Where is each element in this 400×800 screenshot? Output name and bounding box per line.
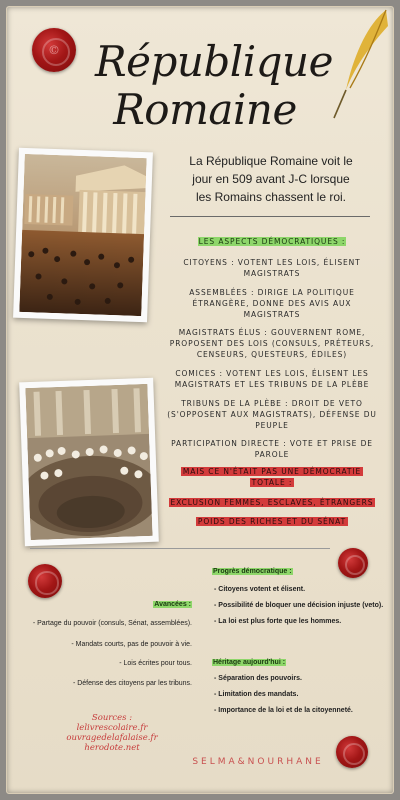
aspects-heading-text: LES ASPECTS DÉMOCRATIQUES : xyxy=(198,237,346,246)
warning-line1-text: MAIS CE N'ÉTAIT PAS UNE DÉMOCRATIE xyxy=(182,467,362,476)
avancees-item: - Lois écrites pour tous. xyxy=(119,660,192,667)
page-title-line2: Romaine xyxy=(113,85,297,134)
heritage-heading xyxy=(212,658,286,668)
aspect-item: COMICES : VOTENT LES LOIS, ÉLISENT LES MAGISTRATS ET LES TRIBUNS DE LA PLÈBE xyxy=(174,369,370,389)
aspect-item: PARTICIPATION DIRECTE : VOTE ET PRISE DE PAROLE xyxy=(171,439,373,459)
wax-seal-icon xyxy=(28,564,62,598)
warning-line2 xyxy=(166,477,378,488)
aspect-item: CITOYENS : VOTENT LES LOIS, ÉLISENT MAGISTRATS xyxy=(183,258,361,278)
heritage-item: - Limitation des mandats. xyxy=(214,691,299,698)
intro-text: La République Romaine voit le jour en 509 avant J-C lorsque les Romains chassent le roi. xyxy=(189,154,353,204)
avancees-item: - Partage du pouvoir (consuls, Sénat, assemblées). xyxy=(32,620,192,627)
senate-illustration xyxy=(25,384,152,540)
wax-seal-icon: © xyxy=(32,28,76,72)
limit-item-text: POIDS DES RICHES ET DU SÉNAT xyxy=(197,517,347,526)
heritage-item: - Importance de la loi et de la citoyenneté. xyxy=(214,707,353,714)
quill-icon xyxy=(328,4,394,124)
avancees-heading-text: Avancées : xyxy=(154,601,191,608)
progres-heading-text: Progrès démocratique : xyxy=(213,568,292,575)
signature: SELMA&NOURHANE xyxy=(192,757,324,767)
divider xyxy=(30,548,330,549)
forum-illustration xyxy=(19,154,146,316)
limit-item xyxy=(166,497,378,508)
sources xyxy=(62,713,162,753)
progres-item: - Possibilité de bloquer une décision injuste (veto). xyxy=(214,602,384,609)
progres-item: - La loi est plus forte que les hommes. xyxy=(214,618,342,625)
warning-line1 xyxy=(166,466,378,477)
limit-item-text: EXCLUSION FEMMES, ESCLAVES, ÉTRANGERS xyxy=(170,498,374,507)
aspect-item: ASSEMBLÉES : DIRIGE LA POLITIQUE ÉTRANGÈRE, DONNE DES AVIS AUX MAGISTRATS xyxy=(189,288,355,319)
source-line: ouvragedelafalaise.fr xyxy=(66,733,158,743)
aspect-item: TRIBUNS DE LA PLÈBE : DROIT DE VETO (S'OPPOSENT AUX MAGISTRATS), DÉFENSE DU PEUPLE xyxy=(167,399,377,430)
wax-seal-icon xyxy=(338,548,368,578)
avancees-item: - Défense des citoyens par les tribuns. xyxy=(72,680,192,687)
limit-item xyxy=(166,516,378,527)
aspects-heading xyxy=(166,236,378,247)
heritage-item: - Séparation des pouvoirs. xyxy=(214,675,302,682)
progres-heading xyxy=(212,567,293,577)
page-title-line1: République xyxy=(95,37,333,86)
divider xyxy=(170,216,370,217)
avancees-heading xyxy=(60,600,192,610)
source-line: Sources : lelivrescolaire.fr xyxy=(76,713,148,733)
avancees-item: - Mandats courts, pas de pouvoir à vie. xyxy=(71,641,192,648)
progres-item: - Citoyens votent et élisent. xyxy=(214,586,306,593)
aspect-item: MAGISTRATS ÉLUS : GOUVERNENT ROME, PROPOSENT DES LOIS (CONSULS, PRÉTEURS, CENSEURS, QUESTEURS, ÉDILES) xyxy=(169,328,375,359)
source-line: herodote.net xyxy=(84,743,140,753)
warning-line2-text: TOTALE : xyxy=(251,478,293,487)
senate-photo xyxy=(19,378,159,547)
heritage-heading-text: Héritage aujourd'hui : xyxy=(213,659,286,666)
forum-photo xyxy=(13,148,153,323)
